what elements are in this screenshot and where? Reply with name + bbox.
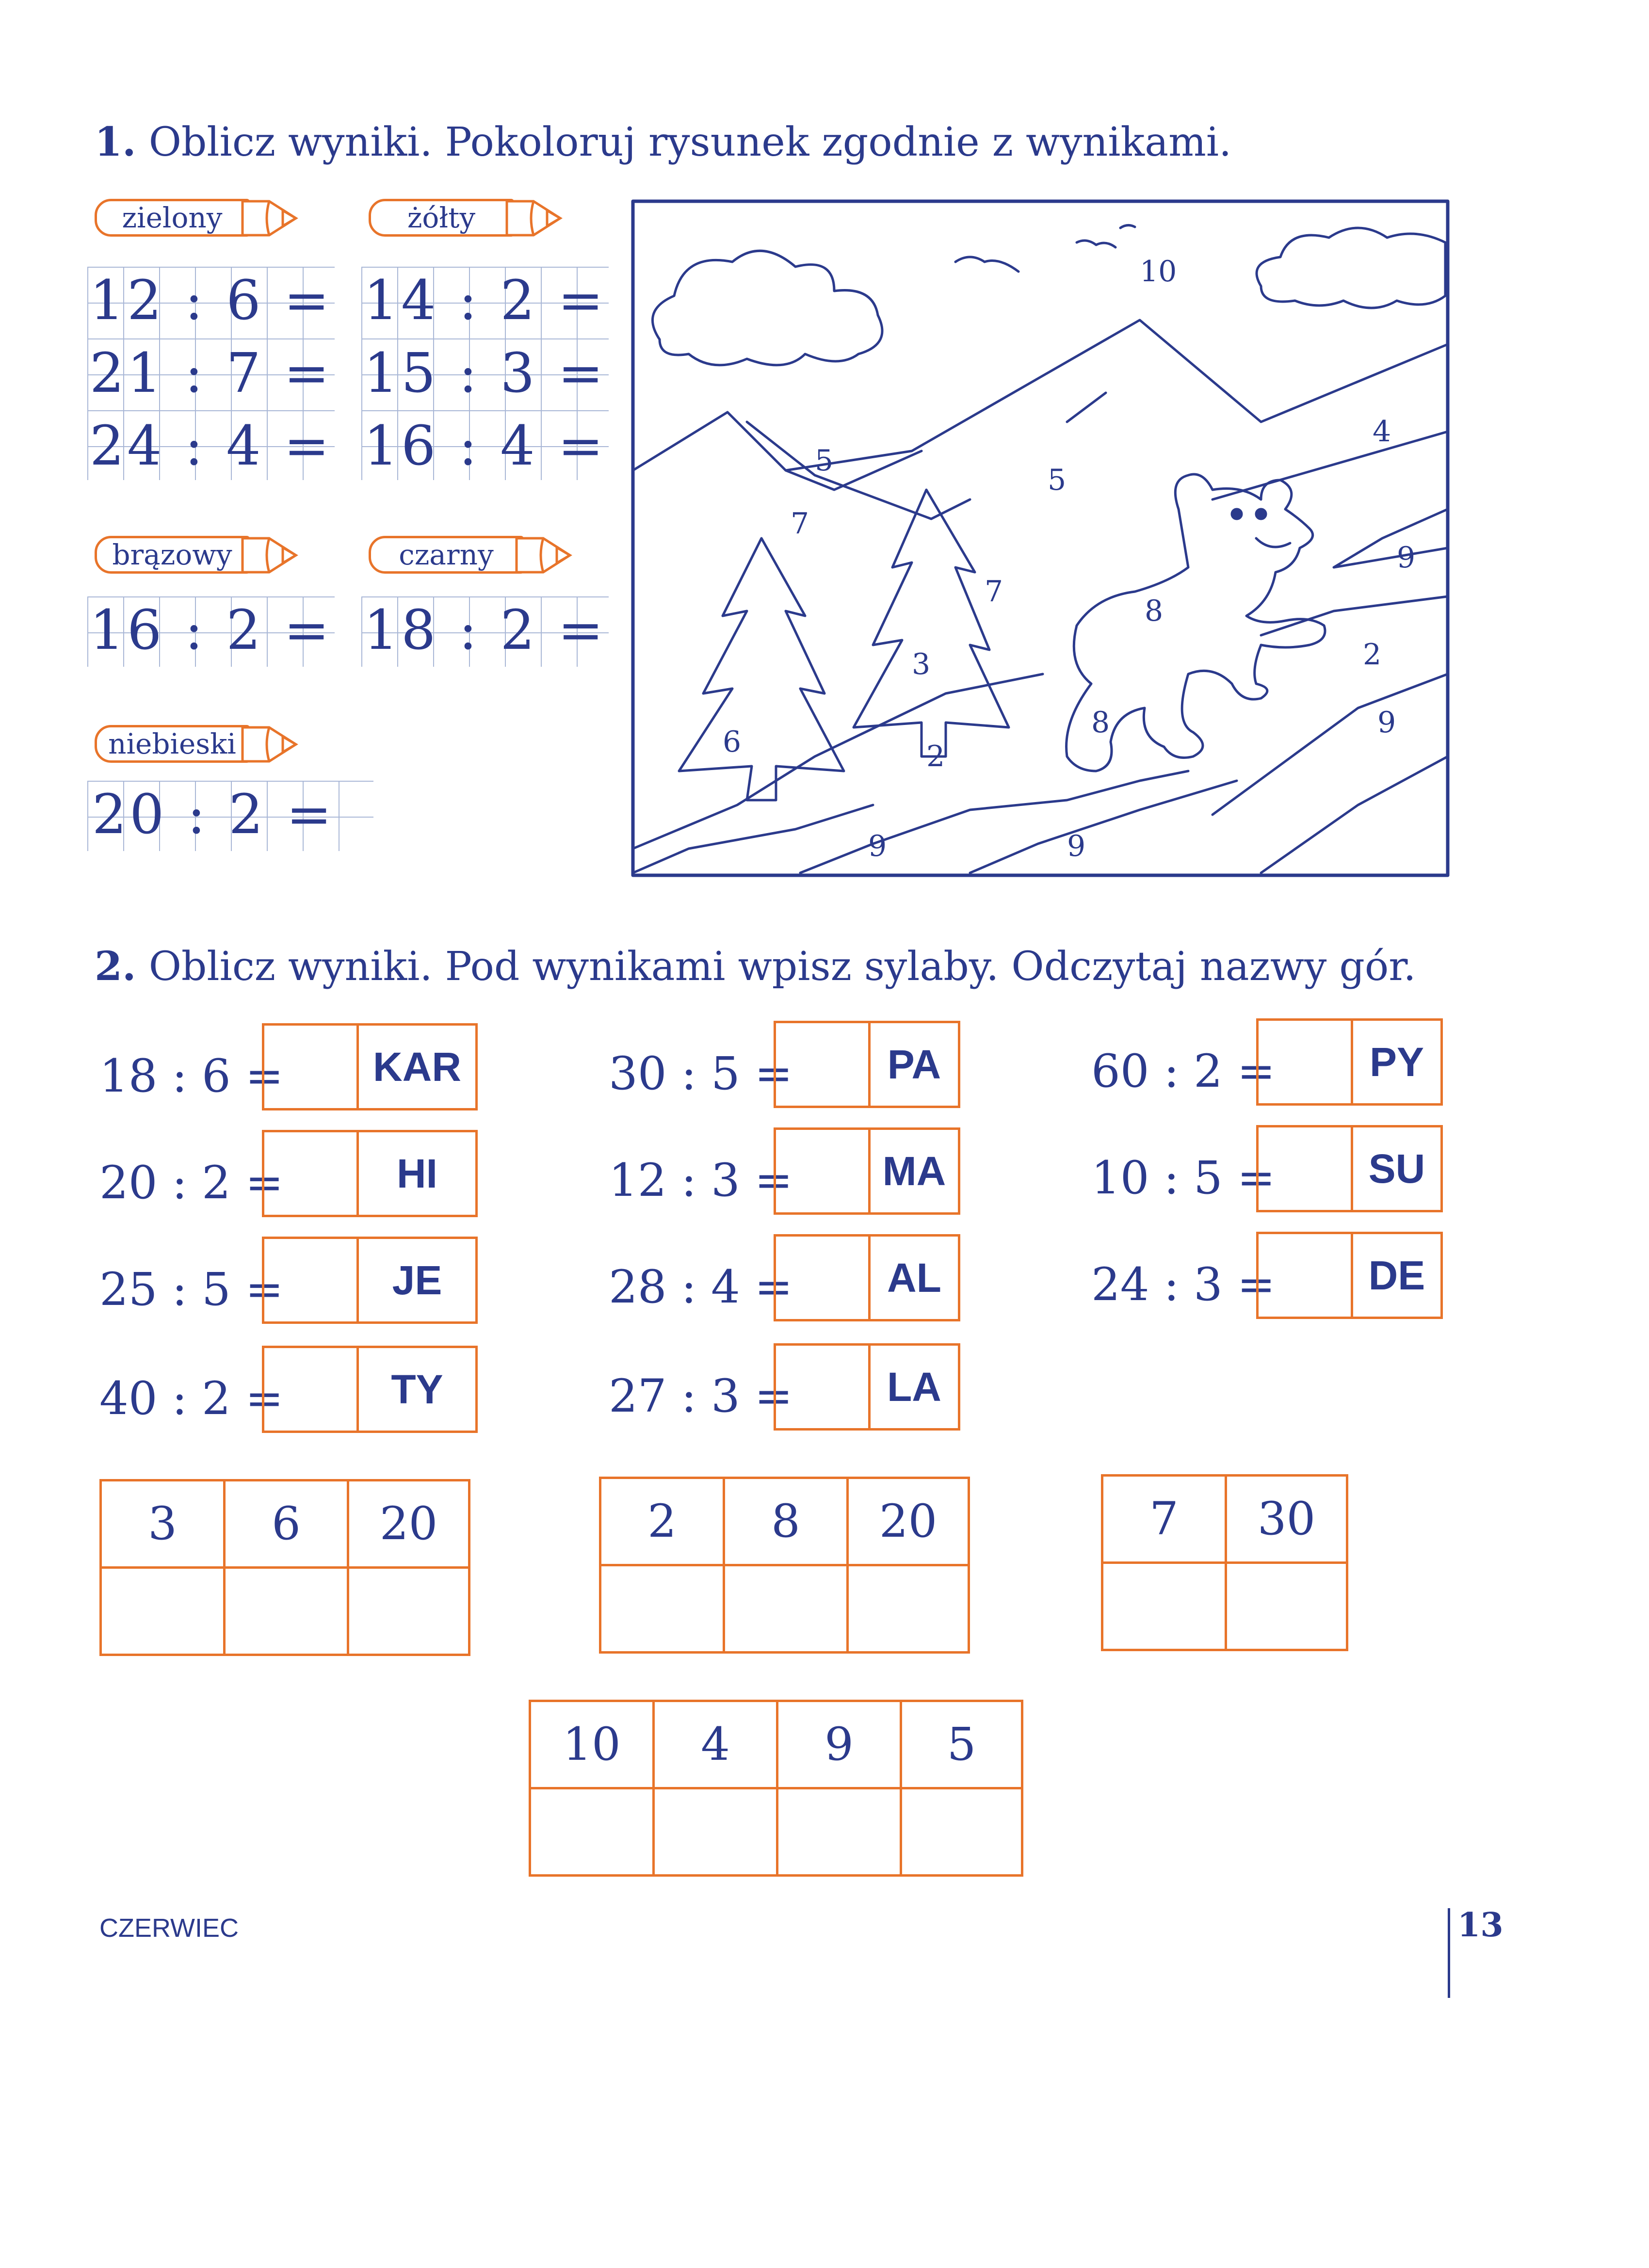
crayon-label-text: czarny: [369, 536, 524, 574]
answer-slot[interactable]: [1259, 1021, 1353, 1103]
syllable-slot[interactable]: [655, 1789, 778, 1874]
answer-table-number: 20: [379, 1497, 438, 1550]
answer-slot[interactable]: [776, 1130, 871, 1212]
division-equation: 30 : 5 =: [609, 1047, 793, 1100]
crayon-tip-icon: [240, 725, 298, 764]
answer-table-1: [99, 1479, 470, 1656]
syllable-label: LA: [887, 1364, 941, 1410]
mountain-ridge: [633, 320, 1448, 470]
answer-slot[interactable]: [264, 1348, 359, 1431]
crayon-tip-icon: [240, 536, 298, 575]
mountain-ridge: [786, 451, 922, 490]
equation-cell: 18 : 2 =: [363, 599, 607, 662]
syllable-label: HI: [397, 1151, 437, 1196]
syllable-box: [1256, 1018, 1443, 1106]
bear-mouth-icon: [1256, 538, 1290, 547]
syllable-box: [774, 1343, 960, 1431]
answer-table-2: [599, 1477, 970, 1654]
division-equation: 60 : 2 =: [1091, 1045, 1276, 1098]
exercise-1-number: 1.: [95, 119, 136, 165]
picture-number: 2: [1363, 638, 1382, 672]
answer-table-number: 3: [102, 1481, 226, 1566]
syllable-label: KAR: [373, 1044, 461, 1090]
picture-number: 5: [815, 444, 834, 478]
syllable-slot[interactable]: [725, 1566, 849, 1651]
crayon-label-blue: [95, 725, 303, 766]
syllable-slot[interactable]: [102, 1569, 226, 1654]
syllable-box: [1256, 1125, 1443, 1212]
syllable-box: [774, 1127, 960, 1215]
equation-cell: 20 : 2 =: [92, 783, 335, 846]
crayon-tip-icon: [514, 536, 572, 575]
picture-number: 3: [912, 647, 931, 681]
crayon-tip-icon: [504, 199, 563, 238]
answer-slot[interactable]: [264, 1026, 359, 1108]
division-equation: 18 : 6 =: [99, 1050, 284, 1103]
picture-number: 8: [1145, 594, 1164, 628]
tree-left-icon: [679, 538, 844, 800]
answer-slot[interactable]: [776, 1023, 871, 1106]
division-equation: 12 : 3 =: [609, 1154, 793, 1207]
syllable-box: [1256, 1232, 1443, 1319]
answer-table-number: 2: [601, 1479, 725, 1564]
exercise-2-number: 2.: [95, 943, 136, 990]
answer-table-3: [1101, 1474, 1348, 1651]
mountain-slope: [633, 805, 873, 873]
syllable-box: [262, 1023, 478, 1110]
answer-table-syllable-row: [601, 1564, 968, 1651]
mountain-slope: [800, 771, 1188, 873]
syllable-box: [262, 1130, 478, 1217]
division-equation: 10 : 5 =: [1091, 1152, 1276, 1205]
crayon-tip-icon: [240, 199, 298, 238]
picture-number: 7: [985, 575, 1003, 609]
equation-cell: 16 : 2 =: [89, 599, 333, 662]
bird-icon: [955, 257, 1018, 272]
mountain-slope: [1261, 756, 1448, 873]
answer-table-number: 8: [725, 1479, 849, 1564]
answer-slot[interactable]: [776, 1237, 871, 1319]
exercise-2-heading: [95, 943, 1416, 990]
syllable-label: JE: [392, 1257, 442, 1303]
syllable-slot[interactable]: [1103, 1564, 1227, 1649]
equation-cell: 16 : 4 =: [363, 415, 607, 478]
grid-block-blue: [87, 781, 373, 851]
picture-number: 4: [1373, 415, 1391, 449]
grid-block-brown: [87, 596, 335, 667]
crayon-label-text: niebieski: [95, 725, 250, 763]
equation-cell: 24 : 4 =: [89, 415, 333, 478]
answer-slot[interactable]: [1259, 1127, 1353, 1210]
answer-table-syllable-row: [531, 1787, 1021, 1874]
picture-number: 5: [1048, 463, 1067, 497]
syllable-box: [262, 1346, 478, 1433]
bird-icon: [1077, 241, 1116, 247]
bird-icon: [1120, 225, 1135, 228]
coloring-picture: [630, 199, 1450, 878]
footer-month: CZERWIEC: [99, 1914, 239, 1943]
crayon-label-text: żółty: [369, 199, 514, 237]
exercise-1-instruction: Oblicz wyniki. Pokoloruj rysunek zgodnie z wynikami.: [148, 119, 1232, 165]
answer-table-number: 4: [655, 1702, 778, 1787]
equation-cell: 14 : 2 =: [363, 269, 607, 332]
answer-table-4: [529, 1700, 1023, 1877]
syllable-box: [262, 1237, 478, 1324]
footer-divider: [1448, 1908, 1450, 1998]
syllable-label: AL: [887, 1255, 941, 1301]
picture-number: 9: [1377, 706, 1396, 740]
mountain-ridge: [1334, 509, 1448, 567]
syllable-label: TY: [391, 1367, 443, 1412]
division-equation: 24 : 3 =: [1091, 1258, 1276, 1311]
answer-table-number: 7: [1103, 1477, 1227, 1561]
equation-cell: 15 : 3 =: [363, 342, 607, 405]
syllable-label: SU: [1368, 1146, 1425, 1191]
cloud-left-icon: [652, 251, 882, 365]
syllable-slot[interactable]: [849, 1566, 968, 1651]
picture-number: 2: [926, 740, 945, 773]
syllable-box: [774, 1021, 960, 1108]
answer-table-number: 9: [778, 1702, 902, 1787]
syllable-label: MA: [882, 1148, 946, 1194]
syllable-box: [774, 1234, 960, 1321]
syllable-label: PA: [887, 1042, 941, 1087]
crayon-label-text: zielony: [95, 199, 250, 237]
mountain-slope: [1261, 596, 1448, 635]
bear-eye-icon: [1256, 509, 1266, 519]
syllable-slot[interactable]: [226, 1569, 349, 1654]
crayon-label-black: [369, 536, 572, 577]
picture-number: 8: [1091, 706, 1110, 740]
grid-line: [87, 410, 335, 411]
answer-slot[interactable]: [776, 1346, 871, 1428]
equation-cell: 21 : 7 =: [89, 342, 333, 405]
grid-block-black: [361, 596, 609, 667]
division-equation: 25 : 5 =: [99, 1263, 284, 1316]
mountain-slope: [1212, 674, 1448, 815]
syllable-slot[interactable]: [531, 1789, 655, 1874]
division-equation: 27 : 3 =: [609, 1370, 793, 1423]
answer-table-syllable-row: [102, 1566, 468, 1654]
exercise-2-instruction: Oblicz wyniki. Pod wynikami wpisz sylaby. Odczytaj nazwy gór.: [148, 944, 1416, 990]
picture-number: 7: [791, 507, 809, 541]
grid-block-green: [87, 267, 335, 480]
answer-table-number: 30: [1257, 1493, 1316, 1545]
syllable-slot[interactable]: [349, 1569, 468, 1654]
answer-slot[interactable]: [264, 1239, 359, 1321]
mountain-slope: [970, 781, 1237, 873]
answer-slot[interactable]: [1259, 1234, 1353, 1317]
picture-number: 10: [1140, 255, 1177, 289]
syllable-slot[interactable]: [902, 1789, 1021, 1874]
tree-right-icon: [854, 490, 1009, 756]
exercise-1-heading: [95, 119, 1231, 165]
syllable-slot[interactable]: [778, 1789, 902, 1874]
answer-table-number: 20: [879, 1495, 938, 1548]
syllable-label: PY: [1369, 1039, 1424, 1085]
equation-cell: 12 : 6 =: [89, 269, 333, 332]
crayon-label-green: [95, 199, 298, 240]
cloud-right-icon: [1257, 228, 1445, 308]
answer-table-number: 5: [947, 1718, 976, 1771]
division-equation: 20 : 2 =: [99, 1157, 284, 1209]
picture-number: 9: [1067, 829, 1086, 863]
syllable-label: DE: [1368, 1253, 1425, 1298]
bear-eye-icon: [1232, 509, 1242, 519]
syllable-slot[interactable]: [601, 1566, 725, 1651]
crayon-label-brown: [95, 536, 298, 577]
picture-number: 9: [868, 829, 887, 863]
answer-table-syllable-row: [1103, 1561, 1346, 1649]
division-equation: 28 : 4 =: [609, 1261, 793, 1314]
picture-number: 6: [723, 725, 742, 759]
syllable-slot[interactable]: [1227, 1564, 1346, 1649]
picture-number: 9: [1397, 541, 1416, 575]
grid-line: [361, 410, 609, 411]
crayon-label-yellow: [369, 199, 572, 240]
answer-table-number: 10: [531, 1702, 655, 1787]
crayon-label-text: brązowy: [95, 536, 250, 574]
answer-table-number: 6: [226, 1481, 349, 1566]
division-equation: 40 : 2 =: [99, 1372, 284, 1425]
grid-block-yellow: [361, 267, 609, 480]
page-number: 13: [1457, 1906, 1504, 1945]
mountain-ridge: [1212, 432, 1448, 499]
picture-frame: [633, 201, 1448, 875]
answer-slot[interactable]: [264, 1132, 359, 1215]
mountain-ridge: [1067, 393, 1106, 422]
